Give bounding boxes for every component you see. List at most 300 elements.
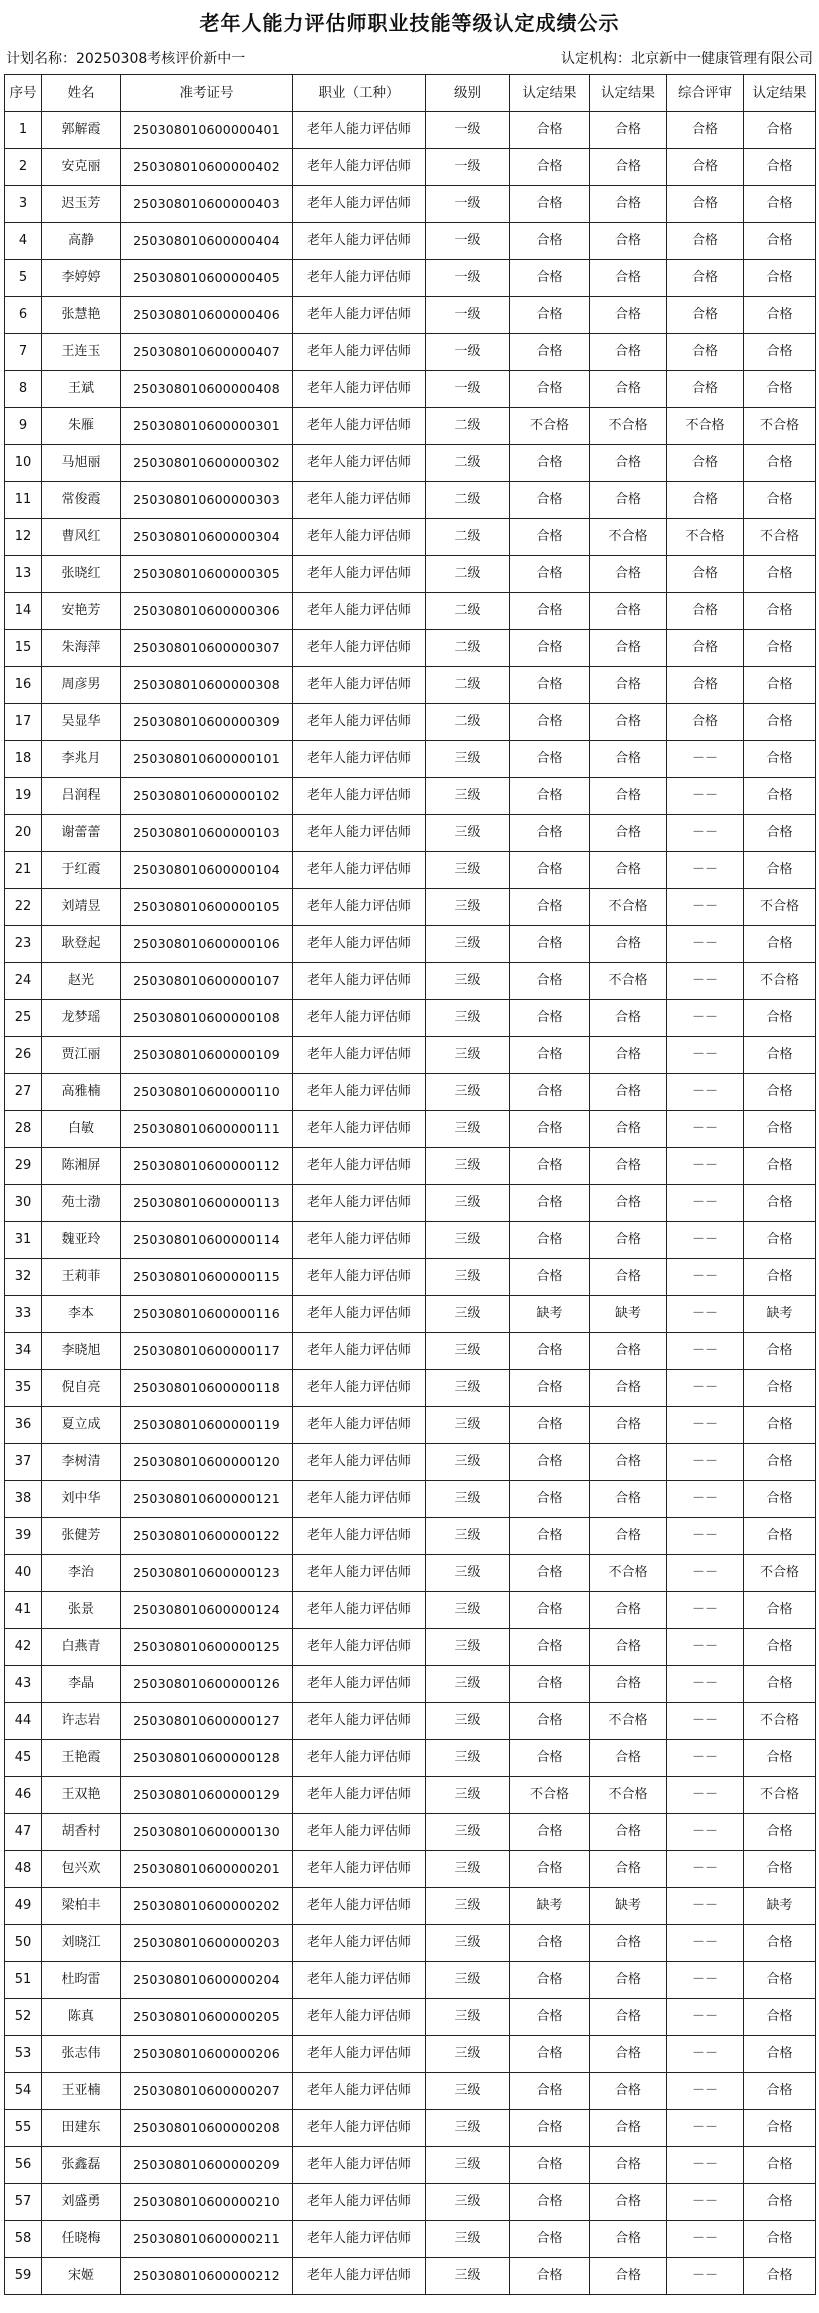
cell-review: 合格 [667, 593, 744, 630]
cell-cert-number: 250308010600000115 [121, 1259, 293, 1296]
cell-result-final: 不合格 [744, 1555, 816, 1592]
cell-result-1: 缺考 [510, 1888, 590, 1925]
table-row [5, 963, 816, 1000]
cell-level: 三级 [426, 2110, 510, 2147]
table-row [5, 1296, 816, 1333]
cell-result-1: 合格 [510, 1111, 590, 1148]
cell-result-2: 合格 [590, 741, 667, 778]
cell-result-final: 合格 [744, 260, 816, 297]
cell-result-2: 合格 [590, 1259, 667, 1296]
cell-level: 三级 [426, 1777, 510, 1814]
cell-result-1: 合格 [510, 1925, 590, 1962]
cell-result-1: 合格 [510, 556, 590, 593]
cell-result-final: 合格 [744, 1481, 816, 1518]
cell-level: 三级 [426, 1370, 510, 1407]
cell-review: 合格 [667, 556, 744, 593]
cell-review: 合格 [667, 260, 744, 297]
cell-result-2: 缺考 [590, 1296, 667, 1333]
cell-result-final: 合格 [744, 1407, 816, 1444]
cell-level: 一级 [426, 334, 510, 371]
cell-result-2: 不合格 [590, 1555, 667, 1592]
cell-result-2: 合格 [590, 1000, 667, 1037]
cell-index: 31 [5, 1222, 42, 1259]
cell-cert-number: 250308010600000404 [121, 223, 293, 260]
cell-occupation: 老年人能力评估师 [293, 1518, 426, 1555]
cell-index: 25 [5, 1000, 42, 1037]
cell-level: 三级 [426, 1148, 510, 1185]
cell-result-final: 合格 [744, 2036, 816, 2073]
cell-result-1: 合格 [510, 1481, 590, 1518]
cell-review: －－ [667, 1444, 744, 1481]
table-row [5, 260, 816, 297]
cell-result-1: 合格 [510, 1407, 590, 1444]
cell-result-final: 合格 [744, 186, 816, 223]
cell-occupation: 老年人能力评估师 [293, 1629, 426, 1666]
cell-result-final: 合格 [744, 1962, 816, 1999]
cell-result-1: 合格 [510, 963, 590, 1000]
cell-result-final: 合格 [744, 2147, 816, 2184]
cell-name: 王斌 [42, 371, 121, 408]
cell-occupation: 老年人能力评估师 [293, 445, 426, 482]
cell-occupation: 老年人能力评估师 [293, 1074, 426, 1111]
cell-level: 三级 [426, 1407, 510, 1444]
cell-result-2: 合格 [590, 1925, 667, 1962]
cell-occupation: 老年人能力评估师 [293, 2073, 426, 2110]
cell-review: －－ [667, 2036, 744, 2073]
cell-level: 一级 [426, 186, 510, 223]
cell-result-2: 合格 [590, 1444, 667, 1481]
cell-cert-number: 250308010600000209 [121, 2147, 293, 2184]
table-row [5, 1407, 816, 1444]
table-row [5, 1962, 816, 1999]
cell-name: 张晓红 [42, 556, 121, 593]
cell-result-2: 不合格 [590, 963, 667, 1000]
cell-cert-number: 250308010600000128 [121, 1740, 293, 1777]
cell-result-final: 不合格 [744, 1777, 816, 1814]
cell-index: 24 [5, 963, 42, 1000]
cell-result-2: 合格 [590, 2184, 667, 2221]
table-row [5, 1925, 816, 1962]
cell-result-1: 合格 [510, 1333, 590, 1370]
table-row [5, 2073, 816, 2110]
cell-name: 胡香村 [42, 1814, 121, 1851]
cell-cert-number: 250308010600000306 [121, 593, 293, 630]
cell-occupation: 老年人能力评估师 [293, 1592, 426, 1629]
cell-result-1: 合格 [510, 2073, 590, 2110]
cell-result-2: 合格 [590, 186, 667, 223]
cell-result-final: 合格 [744, 926, 816, 963]
cell-result-2: 不合格 [590, 519, 667, 556]
cell-index: 3 [5, 186, 42, 223]
cell-index: 20 [5, 815, 42, 852]
cell-level: 一级 [426, 297, 510, 334]
cell-level: 三级 [426, 1037, 510, 1074]
cell-name: 苑士渤 [42, 1185, 121, 1222]
cell-cert-number: 250308010600000127 [121, 1703, 293, 1740]
cell-cert-number: 250308010600000303 [121, 482, 293, 519]
cell-review: －－ [667, 1074, 744, 1111]
cell-occupation: 老年人能力评估师 [293, 1222, 426, 1259]
cell-level: 三级 [426, 1111, 510, 1148]
cell-result-1: 合格 [510, 1851, 590, 1888]
cell-level: 三级 [426, 2147, 510, 2184]
cell-cert-number: 250308010600000104 [121, 852, 293, 889]
cell-review: 合格 [667, 223, 744, 260]
cell-occupation: 老年人能力评估师 [293, 667, 426, 704]
cell-name: 张景 [42, 1592, 121, 1629]
cell-cert-number: 250308010600000405 [121, 260, 293, 297]
cell-review: －－ [667, 1000, 744, 1037]
cell-review: 合格 [667, 704, 744, 741]
cell-result-final: 合格 [744, 1518, 816, 1555]
cell-level: 三级 [426, 1555, 510, 1592]
cell-name: 陈湘屏 [42, 1148, 121, 1185]
cell-result-final: 合格 [744, 2258, 816, 2295]
cell-occupation: 老年人能力评估师 [293, 926, 426, 963]
cell-result-2: 合格 [590, 1740, 667, 1777]
cell-review: －－ [667, 889, 744, 926]
table-row [5, 1703, 816, 1740]
cell-name: 李晶 [42, 1666, 121, 1703]
table-row [5, 519, 816, 556]
cell-review: －－ [667, 1962, 744, 1999]
cell-cert-number: 250308010600000406 [121, 297, 293, 334]
cell-cert-number: 250308010600000402 [121, 149, 293, 186]
cell-occupation: 老年人能力评估师 [293, 630, 426, 667]
table-row [5, 1111, 816, 1148]
table-row [5, 556, 816, 593]
cell-index: 34 [5, 1333, 42, 1370]
cell-index: 16 [5, 667, 42, 704]
cell-index: 44 [5, 1703, 42, 1740]
cell-occupation: 老年人能力评估师 [293, 149, 426, 186]
cell-cert-number: 250308010600000108 [121, 1000, 293, 1037]
cell-cert-number: 250308010600000120 [121, 1444, 293, 1481]
cell-level: 三级 [426, 1333, 510, 1370]
table-header-row [5, 75, 816, 112]
header-name: 姓名 [42, 75, 121, 112]
cell-cert-number: 250308010600000124 [121, 1592, 293, 1629]
cell-result-final: 合格 [744, 297, 816, 334]
cell-occupation: 老年人能力评估师 [293, 482, 426, 519]
cell-result-final: 合格 [744, 371, 816, 408]
cell-occupation: 老年人能力评估师 [293, 371, 426, 408]
cell-index: 32 [5, 1259, 42, 1296]
cell-level: 三级 [426, 1666, 510, 1703]
cell-occupation: 老年人能力评估师 [293, 1444, 426, 1481]
cell-cert-number: 250308010600000205 [121, 1999, 293, 2036]
cell-occupation: 老年人能力评估师 [293, 1185, 426, 1222]
cell-result-final: 合格 [744, 482, 816, 519]
cell-review: －－ [667, 2184, 744, 2221]
table-row [5, 815, 816, 852]
cell-result-final: 合格 [744, 1666, 816, 1703]
cell-review: －－ [667, 741, 744, 778]
cell-index: 29 [5, 1148, 42, 1185]
table-row [5, 2221, 816, 2258]
cell-index: 12 [5, 519, 42, 556]
cell-review: 不合格 [667, 408, 744, 445]
cell-result-final: 合格 [744, 1814, 816, 1851]
table-row [5, 2110, 816, 2147]
cell-result-2: 合格 [590, 1814, 667, 1851]
cell-name: 张慧艳 [42, 297, 121, 334]
cell-result-final: 合格 [744, 1629, 816, 1666]
cell-index: 11 [5, 482, 42, 519]
cell-review: －－ [667, 1925, 744, 1962]
cell-index: 21 [5, 852, 42, 889]
cell-cert-number: 250308010600000206 [121, 2036, 293, 2073]
cell-level: 二级 [426, 593, 510, 630]
cell-level: 三级 [426, 1259, 510, 1296]
cell-result-final: 合格 [744, 2184, 816, 2221]
cell-level: 二级 [426, 408, 510, 445]
cell-result-2: 合格 [590, 2221, 667, 2258]
cell-cert-number: 250308010600000203 [121, 1925, 293, 1962]
cell-result-final: 不合格 [744, 408, 816, 445]
cell-result-1: 合格 [510, 223, 590, 260]
cell-review: －－ [667, 1592, 744, 1629]
cell-level: 三级 [426, 1074, 510, 1111]
cell-index: 53 [5, 2036, 42, 2073]
cell-review: －－ [667, 1259, 744, 1296]
table-row [5, 1518, 816, 1555]
cell-result-1: 合格 [510, 1518, 590, 1555]
cell-occupation: 老年人能力评估师 [293, 1962, 426, 1999]
cell-result-1: 不合格 [510, 1777, 590, 1814]
table-row [5, 2184, 816, 2221]
table-row [5, 1999, 816, 2036]
cell-level: 三级 [426, 1481, 510, 1518]
cell-level: 二级 [426, 445, 510, 482]
cell-cert-number: 250308010600000118 [121, 1370, 293, 1407]
cell-review: 合格 [667, 297, 744, 334]
cell-review: －－ [667, 2073, 744, 2110]
cell-result-final: 缺考 [744, 1888, 816, 1925]
cell-result-1: 合格 [510, 704, 590, 741]
cell-result-2: 合格 [590, 1481, 667, 1518]
cell-name: 夏立成 [42, 1407, 121, 1444]
cell-result-2: 合格 [590, 1111, 667, 1148]
cell-review: －－ [667, 1555, 744, 1592]
header-review: 综合评审 [667, 75, 744, 112]
cell-index: 55 [5, 2110, 42, 2147]
cell-index: 30 [5, 1185, 42, 1222]
cell-result-final: 合格 [744, 1259, 816, 1296]
cell-result-final: 缺考 [744, 1296, 816, 1333]
cell-result-1: 合格 [510, 1666, 590, 1703]
cell-result-final: 合格 [744, 1185, 816, 1222]
cell-result-2: 合格 [590, 1851, 667, 1888]
cell-occupation: 老年人能力评估师 [293, 741, 426, 778]
cell-occupation: 老年人能力评估师 [293, 1925, 426, 1962]
cell-result-2: 合格 [590, 2110, 667, 2147]
cell-name: 李晓旭 [42, 1333, 121, 1370]
table-row [5, 371, 816, 408]
cell-result-2: 不合格 [590, 408, 667, 445]
cell-index: 45 [5, 1740, 42, 1777]
cell-review: －－ [667, 1777, 744, 1814]
cell-result-1: 合格 [510, 889, 590, 926]
table-row [5, 112, 816, 149]
table-row [5, 1370, 816, 1407]
cell-occupation: 老年人能力评估师 [293, 2147, 426, 2184]
cell-occupation: 老年人能力评估师 [293, 1407, 426, 1444]
cell-name: 张志伟 [42, 2036, 121, 2073]
cell-result-1: 合格 [510, 815, 590, 852]
cell-result-1: 合格 [510, 297, 590, 334]
cell-occupation: 老年人能力评估师 [293, 408, 426, 445]
cell-result-1: 合格 [510, 2184, 590, 2221]
cell-name: 常俊霞 [42, 482, 121, 519]
cell-result-1: 合格 [510, 2258, 590, 2295]
cell-name: 白敏 [42, 1111, 121, 1148]
cell-name: 张鑫磊 [42, 2147, 121, 2184]
cell-occupation: 老年人能力评估师 [293, 1037, 426, 1074]
cell-result-1: 合格 [510, 1555, 590, 1592]
cell-occupation: 老年人能力评估师 [293, 1148, 426, 1185]
cell-review: 合格 [667, 371, 744, 408]
cell-cert-number: 250308010600000114 [121, 1222, 293, 1259]
cell-result-final: 合格 [744, 1111, 816, 1148]
table-row [5, 1037, 816, 1074]
cell-result-final: 合格 [744, 1333, 816, 1370]
cell-index: 26 [5, 1037, 42, 1074]
cell-result-2: 合格 [590, 1592, 667, 1629]
cell-level: 二级 [426, 519, 510, 556]
cell-review: －－ [667, 1740, 744, 1777]
cell-level: 三级 [426, 778, 510, 815]
cell-result-1: 合格 [510, 926, 590, 963]
cell-result-2: 合格 [590, 667, 667, 704]
cell-cert-number: 250308010600000109 [121, 1037, 293, 1074]
cell-cert-number: 250308010600000129 [121, 1777, 293, 1814]
cell-name: 许志岩 [42, 1703, 121, 1740]
cell-result-2: 合格 [590, 852, 667, 889]
cell-result-2: 合格 [590, 371, 667, 408]
cell-cert-number: 250308010600000111 [121, 1111, 293, 1148]
cell-level: 三级 [426, 963, 510, 1000]
cell-result-final: 不合格 [744, 963, 816, 1000]
cell-result-2: 合格 [590, 593, 667, 630]
cell-result-final: 合格 [744, 112, 816, 149]
cell-name: 朱雁 [42, 408, 121, 445]
cell-result-2: 合格 [590, 1962, 667, 1999]
cell-result-1: 合格 [510, 2147, 590, 2184]
cell-result-final: 不合格 [744, 519, 816, 556]
cell-cert-number: 250308010600000119 [121, 1407, 293, 1444]
cell-cert-number: 250308010600000101 [121, 741, 293, 778]
cell-result-1: 合格 [510, 445, 590, 482]
cell-result-1: 合格 [510, 1740, 590, 1777]
cell-cert-number: 250308010600000304 [121, 519, 293, 556]
cell-result-final: 合格 [744, 1148, 816, 1185]
cell-level: 三级 [426, 815, 510, 852]
cell-result-final: 合格 [744, 556, 816, 593]
cell-cert-number: 250308010600000208 [121, 2110, 293, 2147]
cell-cert-number: 250308010600000202 [121, 1888, 293, 1925]
cell-cert-number: 250308010600000112 [121, 1148, 293, 1185]
page-title: 老年人能力评估师职业技能等级认定成绩公示 [199, 11, 620, 35]
cell-index: 52 [5, 1999, 42, 2036]
cell-result-2: 合格 [590, 1148, 667, 1185]
cell-index: 4 [5, 223, 42, 260]
cell-result-final: 不合格 [744, 1703, 816, 1740]
cell-result-final: 合格 [744, 1740, 816, 1777]
cell-cert-number: 250308010600000212 [121, 2258, 293, 2295]
table-row [5, 926, 816, 963]
cell-result-2: 合格 [590, 482, 667, 519]
cell-result-1: 合格 [510, 2110, 590, 2147]
cell-index: 50 [5, 1925, 42, 1962]
cell-index: 9 [5, 408, 42, 445]
cell-occupation: 老年人能力评估师 [293, 593, 426, 630]
cell-level: 一级 [426, 149, 510, 186]
cell-result-2: 缺考 [590, 1888, 667, 1925]
cell-level: 三级 [426, 1296, 510, 1333]
cell-name: 王莉菲 [42, 1259, 121, 1296]
cell-cert-number: 250308010600000201 [121, 1851, 293, 1888]
cell-level: 三级 [426, 1185, 510, 1222]
cell-review: －－ [667, 1370, 744, 1407]
cell-occupation: 老年人能力评估师 [293, 223, 426, 260]
cell-occupation: 老年人能力评估师 [293, 704, 426, 741]
cell-cert-number: 250308010600000407 [121, 334, 293, 371]
cell-occupation: 老年人能力评估师 [293, 2036, 426, 2073]
cell-cert-number: 250308010600000403 [121, 186, 293, 223]
cell-index: 47 [5, 1814, 42, 1851]
cell-name: 吕润程 [42, 778, 121, 815]
cell-index: 48 [5, 1851, 42, 1888]
cell-index: 33 [5, 1296, 42, 1333]
cell-name: 周彦男 [42, 667, 121, 704]
cell-result-2: 合格 [590, 1074, 667, 1111]
cell-review: －－ [667, 963, 744, 1000]
cell-name: 王艳霞 [42, 1740, 121, 1777]
cell-index: 37 [5, 1444, 42, 1481]
cell-name: 马旭丽 [42, 445, 121, 482]
table-row [5, 2036, 816, 2073]
cell-name: 李本 [42, 1296, 121, 1333]
cell-review: －－ [667, 2258, 744, 2295]
cell-occupation: 老年人能力评估师 [293, 1000, 426, 1037]
cell-index: 15 [5, 630, 42, 667]
cell-cert-number: 250308010600000122 [121, 1518, 293, 1555]
cell-name: 宋姬 [42, 2258, 121, 2295]
cell-result-final: 合格 [744, 1222, 816, 1259]
cell-index: 8 [5, 371, 42, 408]
cell-occupation: 老年人能力评估师 [293, 556, 426, 593]
table-row [5, 667, 816, 704]
cell-result-1: 合格 [510, 149, 590, 186]
cell-cert-number: 250308010600000123 [121, 1555, 293, 1592]
cell-name: 李树清 [42, 1444, 121, 1481]
cell-index: 57 [5, 2184, 42, 2221]
cell-cert-number: 250308010600000210 [121, 2184, 293, 2221]
cell-level: 三级 [426, 1222, 510, 1259]
cell-review: 合格 [667, 667, 744, 704]
cell-level: 一级 [426, 112, 510, 149]
cell-result-final: 合格 [744, 815, 816, 852]
cell-result-final: 合格 [744, 445, 816, 482]
cell-result-final: 合格 [744, 1074, 816, 1111]
cell-occupation: 老年人能力评估师 [293, 1777, 426, 1814]
cell-index: 2 [5, 149, 42, 186]
table-row [5, 1888, 816, 1925]
cell-name: 郭解霞 [42, 112, 121, 149]
cell-result-1: 合格 [510, 1148, 590, 1185]
cell-level: 三级 [426, 2221, 510, 2258]
